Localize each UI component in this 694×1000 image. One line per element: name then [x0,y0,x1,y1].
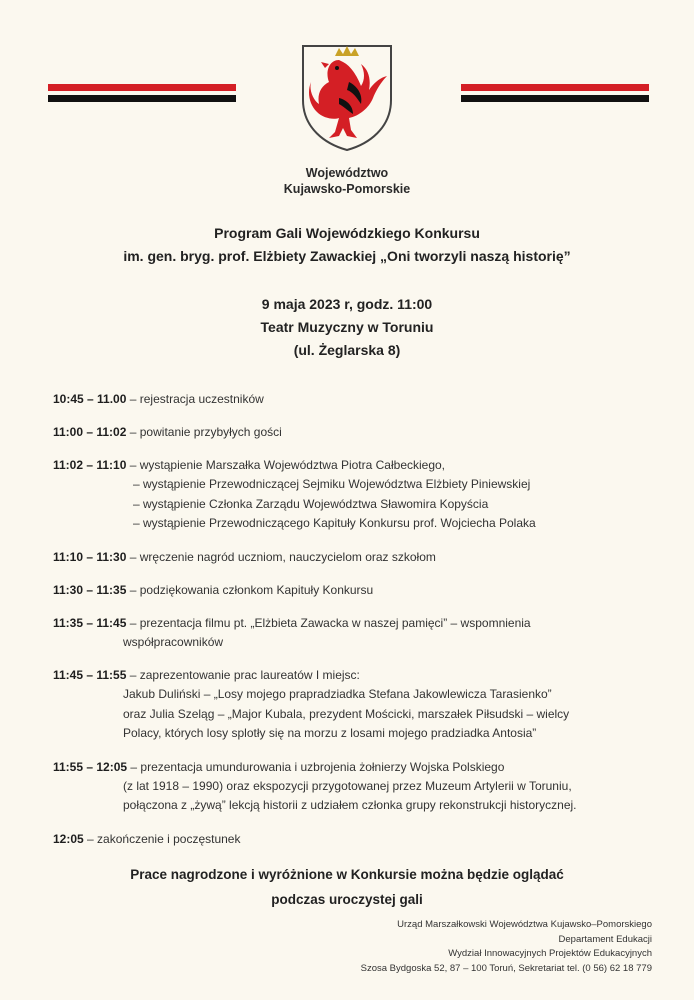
schedule-item [53,423,663,442]
schedule-time: 10:45 – 11.00 [53,392,127,406]
schedule-time: 11:02 – 11:10 [53,458,127,472]
schedule-time: 11:35 – 11:45 [53,615,127,630]
schedule-item [53,456,663,534]
schedule-text: – wręczenie nagród uczniom, nauczycielom oraz szkołom [129,549,436,564]
coat-of-arms-icon [299,42,395,152]
closing-line-2: podczas uroczystej gali [271,892,423,907]
schedule-item [53,548,663,567]
schedule-text: Polacy, których losy splotły się na morzu z losami mojego pradziadka Antosia” [123,726,537,740]
schedule-time: 11:30 – 11:35 [53,582,127,597]
schedule-item [53,581,663,600]
flag-stripes-right [461,84,649,106]
event-date: 9 maja 2023 r, godz. 11:00 [261,296,433,312]
schedule-text: – wystąpienie Członka Zarządu Województwa Sławomira Kopyścia [133,496,489,511]
title-line-2: im. gen. bryg. prof. Elżbiety Zawackiej „Oni tworzyli naszą historię” [123,248,571,264]
schedule-item [53,390,663,409]
red-stripe [461,84,649,91]
schedule-text: (z lat 1918 – 1990) oraz ekspozycji przygotowanej przez Muzeum Artylerii w Toruniu, [123,778,572,793]
organization-name [0,165,694,197]
schedule-text: – zakończenie i poczęstunek [87,831,241,846]
footer-address [361,918,652,976]
footer-line-1: Urząd Marszałkowski Województwa Kujawsko–Pomorskiego [397,919,652,930]
black-stripe [48,95,236,102]
schedule-text: – podziękowania członkom Kapituły Konkursu [129,582,374,597]
schedule-text: połączona z „żywą” lekcją historii z udziałem członka grupy rekonstrukcji historycznej. [123,798,577,812]
event-address: (ul. Żeglarska 8) [293,342,401,358]
schedule-item [53,614,663,653]
closing-note [0,862,694,912]
footer-line-4: Szosa Bydgoska 52, 87 – 100 Toruń, Sekretariat tel. (0 56) 62 18 779 [360,962,652,974]
event-details [0,293,694,362]
footer-line-3: Wydział Innowacyjnych Projektów Edukacyjnych [448,948,652,959]
schedule-text: – prezentacja umundurowania i uzbrojenia żołnierzy Wojska Polskiego [130,759,505,774]
schedule-time: 11:00 – 11:02 [53,425,127,439]
schedule-list [53,390,663,863]
title-line-1: Program Gali Wojewódzkiego Konkursu [214,225,480,241]
schedule-text: – zaprezentowanie prac laureatów I miejsc: [129,668,360,682]
event-venue: Teatr Muzyczny w Toruniu [260,319,434,335]
org-line-2: Kujawsko-Pomorskie [283,182,411,196]
schedule-time: 11:10 – 11:30 [53,549,127,564]
schedule-item [53,758,663,816]
schedule-text: – prezentacja filmu pt. „Elżbieta Zawacka w naszej pamięci” – wspomnienia [129,615,531,630]
schedule-text: oraz Julia Szeląg – „Major Kubala, prezydent Mościcki, marszałek Piłsudski – wielcy [123,706,570,721]
schedule-text: współpracowników [123,634,224,649]
schedule-text: – rejestracja uczestników [129,392,264,406]
footer-line-2: Departament Edukacji [558,933,652,945]
flag-stripes-left [48,84,236,106]
schedule-time: 12:05 [53,831,84,846]
schedule-time: 11:55 – 12:05 [53,759,128,774]
black-stripe [461,95,649,102]
schedule-time: 11:45 – 11:55 [53,668,127,682]
schedule-text: – wystąpienie Przewodniczącej Sejmiku Województwa Elżbiety Piniewskiej [133,477,531,491]
schedule-text: Jakub Duliński – „Losy mojego prapradziadka Stefana Jakowlewicza Tarasienko” [123,687,552,701]
schedule-text: – powitanie przybyłych gości [129,425,282,439]
document-title [0,222,694,268]
schedule-item [53,830,663,849]
schedule-text: – wystąpienie Marszałka Województwa Piotra Całbeckiego, [129,458,446,472]
schedule-item [53,666,663,744]
red-stripe [48,84,236,91]
org-line-1: Województwo [305,166,389,180]
schedule-text: – wystąpienie Przewodniczącego Kapituły Konkursu prof. Wojciecha Polaka [133,516,536,530]
closing-line-1: Prace nagrodzone i wyróżnione w Konkursie można będzie oglądać [130,867,564,882]
